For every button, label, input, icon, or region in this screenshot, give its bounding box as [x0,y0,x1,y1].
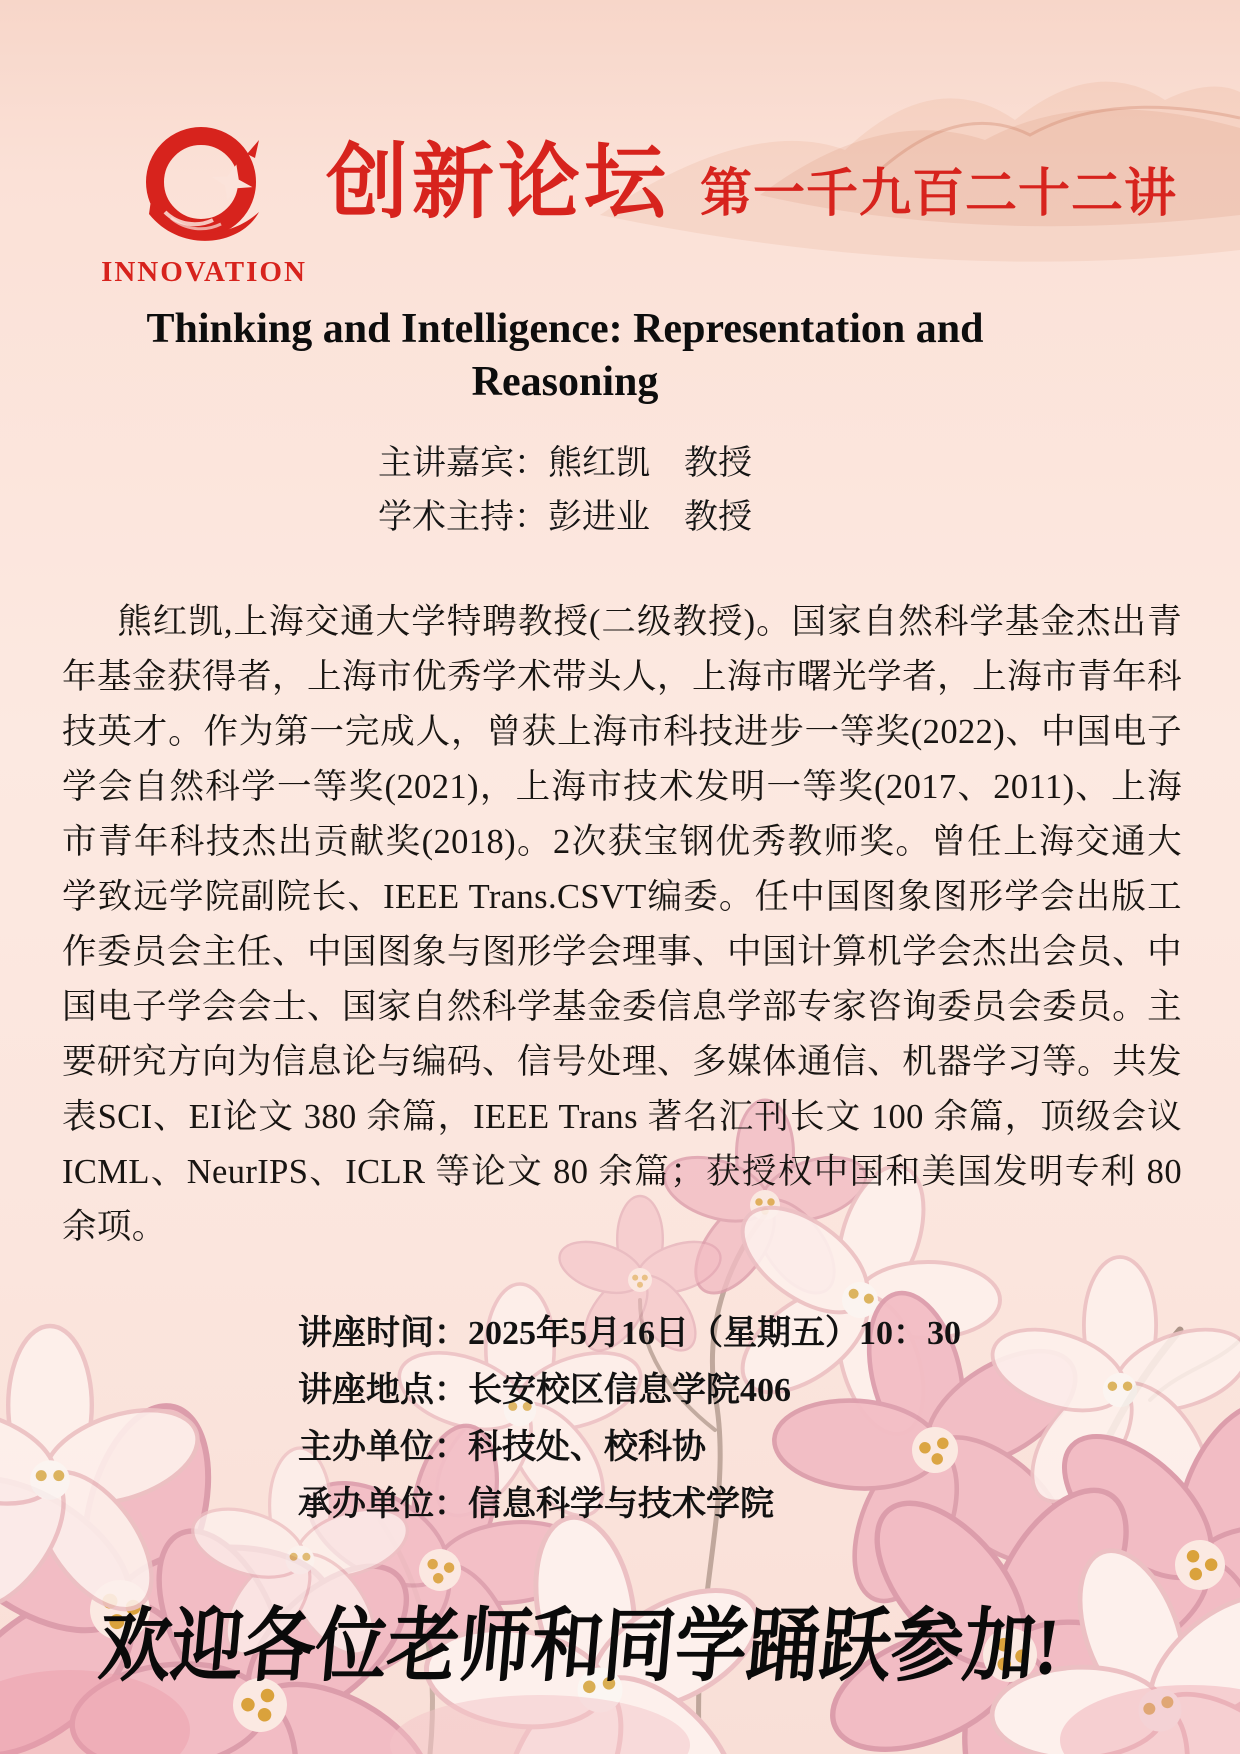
lecture-title-line2: Reasoning [471,359,659,405]
forum-title: 创新论坛 [326,137,671,228]
lecture-time-label: 讲座时间： [298,1315,468,1352]
speaker-name: 熊红凯 [548,445,650,482]
organizer-label: 主办单位： [298,1429,468,1466]
host-name: 彭进业 [548,499,650,536]
innovation-logo-icon [135,116,273,256]
undertaker-label: 承办单位： [298,1486,468,1523]
welcome-message: 欢迎各位老师和同学踊跃参加! [95,1602,1064,1692]
organizer-row [298,1419,1240,1476]
lecture-time-value: 2025年5月16日（星期五）10：30 [468,1315,961,1352]
undertaker-value: 信息科学与技术学院 [468,1486,774,1523]
logo-text: INNOVATION [101,256,307,288]
header [0,0,1240,289]
lecture-location-value: 长安校区信息学院406 [468,1372,791,1409]
lecture-title-line1: Thinking and Intelligence: Representation and [146,306,984,352]
host-label: 学术主持： [378,499,548,536]
speaker-bio: 熊红凯,上海交通大学特聘教授(二级教授)。国家自然科学基金杰出青年基金获得者，上海市优秀学术带头人，上海市曙光学者，上海市青年科技英才。作为第一完成人，曾获上海市科技进步一等奖(2022)、中国电子学会自然科学一等奖(2021)，上海市技术发明一等奖(2017、2011)、上海市青年科技杰出贡献奖(2018)。2次获宝钢优秀教师奖。曾任上海交通大学致远学院副院长、IEEE Trans.CSVT编委。任中国图象图形学会出版工作委员会主任、中国图象与图形学会理事、中国计算机学会杰出会员、中国电子学会会士、国家自然科学基金委信息学部专家咨询委员会委员。主要研究方向为信息论与编码、信号处理、多媒体通信、机器学习等。共发表SCI、EI论文 380 余篇，IEEE Trans 著名汇刊长文 100 余篇，顶级会议 ICML、NeurIPS、ICLR 等论文 80 余篇；获授权中国和美国发明专利 80 余项。 [62,603,1182,1246]
speaker-label: 主讲嘉宾： [378,445,548,482]
lecture-title [60,303,1070,409]
people-block [60,437,1070,545]
lecture-number: 第一千九百二十二讲 [700,165,1178,223]
lecture-details [298,1305,1240,1533]
host-line [60,491,1070,545]
lecture-location-label: 讲座地点： [298,1372,468,1409]
speaker-title: 教授 [684,445,752,482]
lecture-time-row [298,1305,1240,1362]
undertaker-row [298,1476,1240,1533]
innovation-logo [98,116,310,289]
host-title: 教授 [684,499,752,536]
lecture-location-row [298,1362,1240,1419]
speaker-line [60,437,1070,491]
organizer-value: 科技处、校科协 [468,1429,706,1466]
